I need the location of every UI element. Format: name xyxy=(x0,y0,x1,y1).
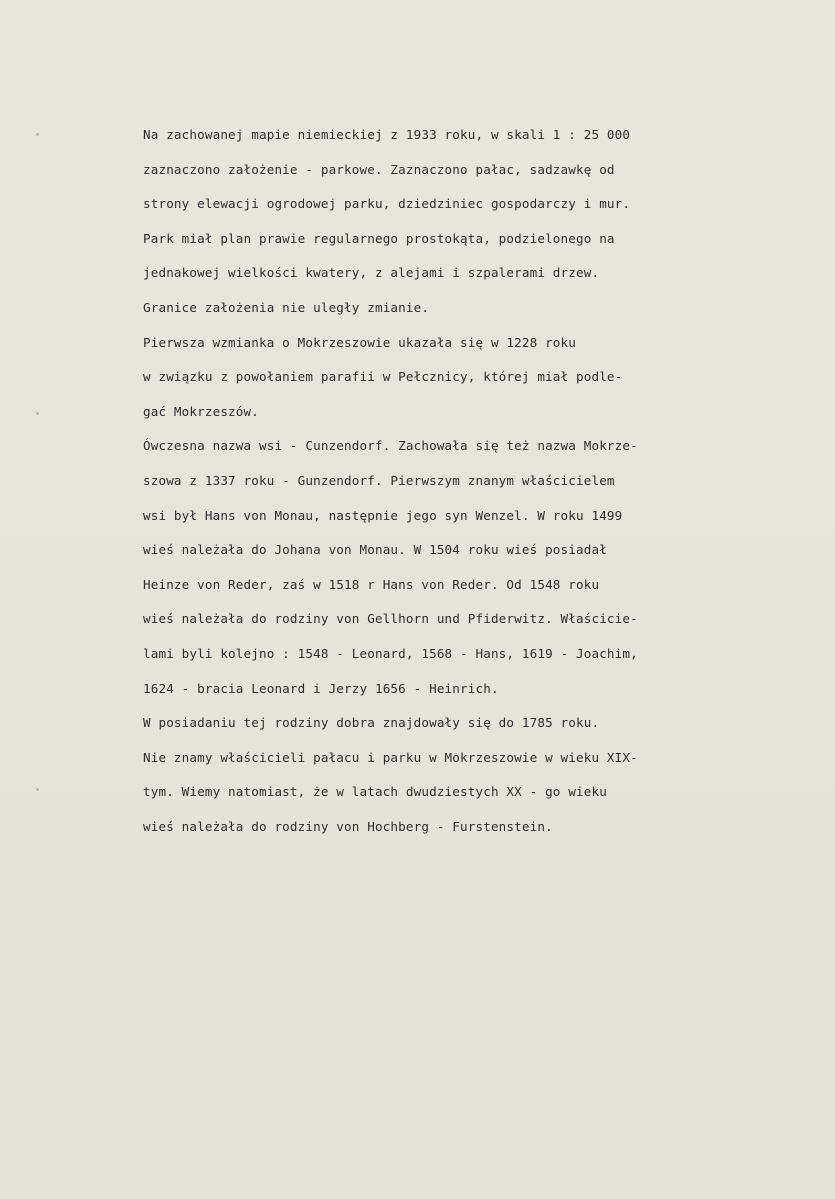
text-line: Ówczesna nazwa wsi - Cunzendorf. Zachowała się też nazwa Mokrze- xyxy=(143,438,638,454)
punch-hole-icon xyxy=(36,133,39,136)
text-line: Pierwsza wzmianka o Mokrzeszowie ukazała się w 1228 roku xyxy=(143,334,576,350)
text-line: szowa z 1337 roku - Gunzendorf. Pierwszym znanym właścicielem xyxy=(143,472,615,488)
text-line: jednakowej wielkości kwatery, z alejami i szpalerami drzew. xyxy=(143,265,600,281)
text-line: wieś należała do Johana von Monau. W 1504 roku wieś posiadał xyxy=(143,542,607,558)
text-line: Heinze von Reder, zaś w 1518 r Hans von Reder. Od 1548 roku xyxy=(143,576,600,592)
punch-hole-icon xyxy=(36,412,39,415)
text-line: gać Mokrzeszów. xyxy=(143,403,259,419)
text-line: Na zachowanej mapie niemieckiej z 1933 roku, w skali 1 : 25 000 xyxy=(143,127,631,142)
punch-hole-icon xyxy=(36,788,39,791)
text-line: strony elewacji ogrodowej parku, dziedziniec gospodarczy i mur. xyxy=(143,196,631,212)
text-line: tym. Wiemy natomiast, że w latach dwudziestych XX - go wieku xyxy=(143,784,607,800)
typewritten-text xyxy=(143,118,793,844)
text-line: wsi był Hans von Monau, następnie jego syn Wenzel. W roku 1499 xyxy=(143,507,623,523)
text-line: wieś należała do rodziny von Gellhorn und Pfiderwitz. Właściciе- xyxy=(143,611,638,627)
text-line: Park miał plan prawie regularnego prostokąta, podzielonego na xyxy=(143,230,615,246)
text-line: wieś należała do rodziny von Hochberg - Furstenstein. xyxy=(143,818,553,834)
text-line: lami byli kolejno : 1548 - Leonard, 1568 - Hans, 1619 - Joachim, xyxy=(143,645,638,661)
text-line: W posiadaniu tej rodziny dobra znajdowały się do 1785 roku. xyxy=(143,715,600,731)
text-line: Granice założenia nie uległy zmianie. xyxy=(143,299,430,315)
text-line: Nie znamy właścicieli pałacu i parku w Mokrzeszowie w wieku XIX- xyxy=(143,749,638,765)
text-line: zaznaczono założenie - parkowe. Zaznaczono pałac, sadzawkę od xyxy=(143,161,615,177)
text-line: 1624 - bracia Leonard i Jerzy 1656 - Heinrich. xyxy=(143,680,499,696)
text-line: w związku z powołaniem parafii w Pełcznicy, której miał podle- xyxy=(143,369,623,385)
